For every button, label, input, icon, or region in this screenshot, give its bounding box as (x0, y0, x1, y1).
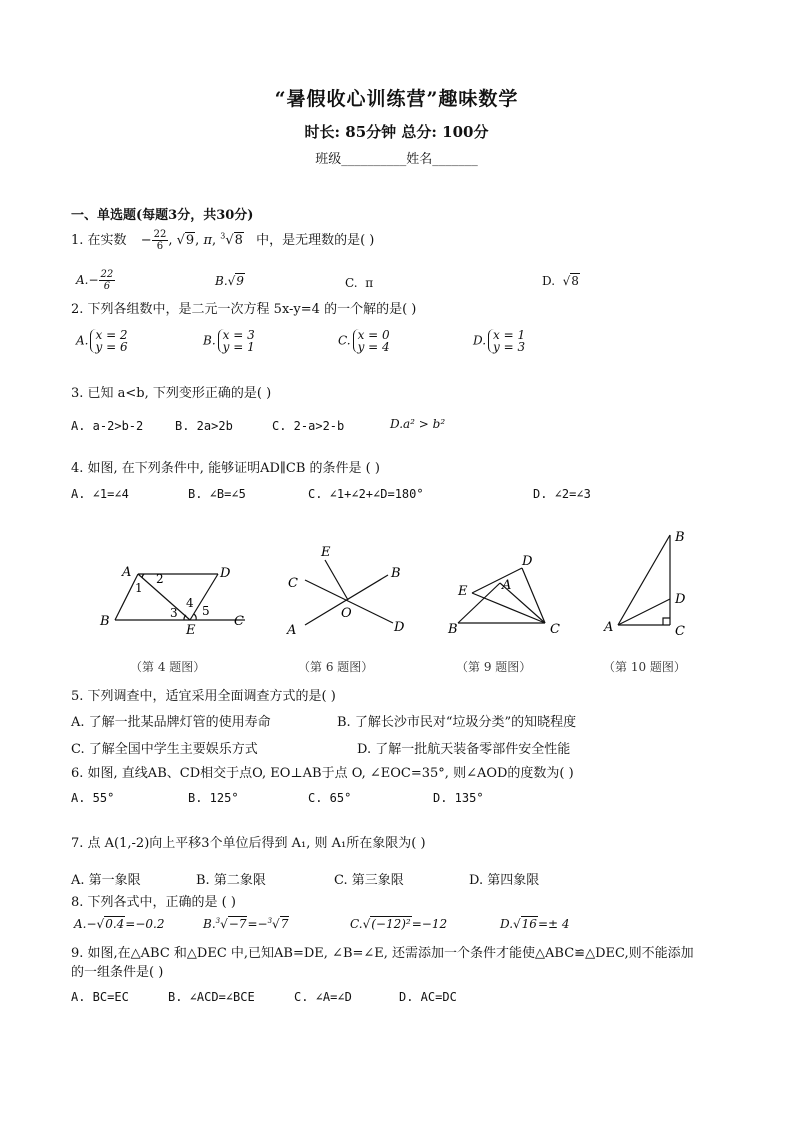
fig6-label-E: E (321, 545, 331, 560)
q1-option-d: D. √8 (542, 274, 579, 288)
fig4-angle-5: 5 (202, 604, 210, 618)
page-title: “暑假收心训练营”趣味数学 (274, 88, 519, 110)
q8-option-b: B.$^3$√−7=−$^3$√7 (203, 917, 289, 931)
q7-option-b: B. 第二象限 (196, 873, 266, 888)
fig4-label-E: E (186, 623, 196, 638)
q2-option-d: D. x = 1 y = 3 (473, 328, 526, 354)
q4-option-b: B. ∠B=∠5 (188, 487, 246, 501)
q3-option-c: C. 2-a>2-b (272, 419, 345, 433)
q6-option-d: D. 135° (433, 791, 484, 805)
q2-stem: 2. 下列各组数中，是二元一次方程 5x-y=4 的一个解的是( ) (71, 302, 417, 317)
fig4-angle-1: 1 (135, 581, 143, 595)
q2-option-b: B. x = 3 y = 1 (203, 328, 255, 354)
fig4-angle-3: 3 (170, 606, 178, 620)
q2-option-c: C. x = 0 y = 4 (338, 328, 390, 354)
q8-option-d: D.√16=± 4 (500, 917, 570, 931)
q1-fraction: $\frac{22}{6}$ (153, 229, 167, 252)
q9-stem-line2: 的一组条件是( ) (71, 965, 164, 980)
fig6-label-C: C (288, 576, 298, 591)
q9-option-b: B. ∠ACD=∠BCE (168, 990, 255, 1004)
fig10-label-A: A (604, 620, 614, 635)
q3-option-a: A. a-2>b-2 (71, 419, 144, 433)
fig6-label-D: D (394, 620, 405, 635)
q5-option-b: B. 了解长沙市民对“垃圾分类”的知晓程度 (337, 715, 577, 730)
q4-option-a: A. ∠1=∠4 (71, 487, 129, 501)
fig10-label-C: C (675, 624, 685, 639)
fig10-caption: （第 10 题图） (603, 660, 686, 674)
student-info-line (0, 148, 793, 167)
q1-stem: 1. 在实数 − $\frac{22}{6}$ , √9, π, $^3$√8 中，是无理数的是( ) (71, 229, 375, 252)
fig4-angle-2: 2 (156, 572, 164, 586)
q5-option-c: C. 了解全国中学生主要娱乐方式 (71, 742, 258, 757)
q6-stem: 6. 如图, 直线AB、CD相交于点O, EO⊥AB于点 O, ∠EOC=35°, 则∠AOD的度数为( ) (71, 766, 574, 781)
q8-option-c: C.√(−12)²=−12 (350, 917, 448, 931)
q2-option-a: A. x = 2 y = 6 (76, 328, 128, 354)
q5-option-d: D. 了解一批航天装备零部件安全性能 (357, 742, 571, 757)
fig9-label-D: D (522, 554, 533, 569)
q6-option-b: B. 125° (188, 791, 239, 805)
figures-row (60, 525, 740, 680)
q5-stem: 5. 下列调查中，适宜采用全面调查方式的是( ) (71, 689, 336, 704)
q8-option-a: A.−√0.4=−0.2 (74, 917, 165, 931)
q7-stem: 7. 点 A(1,-2)向上平移3个单位后得到 A₁, 则 A₁所在象限为( ) (71, 836, 426, 851)
q4-stem: 4. 如图, 在下列条件中, 能够证明AD∥CB 的条件是 ( ) (71, 461, 380, 476)
q3-option-b: B. 2a>2b (175, 419, 233, 433)
fig4-label-B: B (100, 614, 110, 629)
fig6-caption: （第 6 题图） (298, 660, 374, 674)
q1-option-b: B.√9 (215, 274, 244, 288)
q3-stem: 3. 已知 a<b, 下列变形正确的是( ) (71, 386, 272, 401)
q9-option-d: D. AC=DC (399, 990, 457, 1004)
q6-option-a: A. 55° (71, 791, 115, 805)
q9-option-c: C. ∠A=∠D (294, 990, 352, 1004)
class-label: 班级 (315, 152, 342, 167)
figure-q9 (458, 568, 545, 623)
fig9-label-E: E (458, 584, 468, 599)
q6-option-c: C. 65° (308, 791, 352, 805)
figure-q10 (618, 535, 670, 625)
q8-stem: 8. 下列各式中，正确的是 ( ) (71, 895, 236, 910)
q4-option-d: D. ∠2=∠3 (533, 487, 591, 501)
name-label: 姓名 (406, 152, 433, 167)
fig6-label-A: A (287, 623, 297, 638)
fig4-label-A: A (122, 565, 132, 580)
q7-option-a: A. 第一象限 (71, 873, 141, 888)
fig6-label-O: O (341, 606, 352, 621)
q3-option-d: D.a² > b² (390, 417, 446, 431)
fig10-label-B: B (675, 530, 685, 545)
fig9-caption: （第 9 题图） (456, 660, 532, 674)
section-heading: 一、单选题(每题3分，共30分) (71, 208, 254, 223)
name-blank: _______ (432, 152, 478, 167)
fig4-caption: （第 4 题图） (130, 660, 206, 674)
q1-option-a: A.− $\frac{22}{6}$ (76, 269, 114, 292)
fig4-angle-4: 4 (186, 596, 194, 610)
fig9-label-A: A (502, 578, 512, 593)
class-blank: __________ (341, 152, 407, 167)
fig4-label-C: C (234, 614, 244, 629)
q7-option-c: C. 第三象限 (334, 873, 404, 888)
q5-option-a: A. 了解一批某品牌灯管的使用寿命 (71, 715, 271, 730)
q9-stem-line1: 9. 如图,在△ABC 和△DEC 中,已知AB=DE, ∠B=∠E, 还需添加一个条件才能使△ABC≌△DEC,则不能添加 (71, 946, 694, 961)
q9-option-a: A. BC=EC (71, 990, 129, 1004)
q7-option-d: D. 第四象限 (469, 873, 540, 888)
fig4-label-D: D (220, 566, 231, 581)
fig9-label-C: C (550, 622, 560, 637)
fig6-label-B: B (391, 566, 401, 581)
fig10-label-D: D (675, 592, 686, 607)
q4-option-c: C. ∠1+∠2+∠D=180° (308, 487, 424, 501)
q1-option-c: C. π (345, 276, 374, 290)
exam-meta: 时长: 85分钟 总分: 100分 (304, 123, 489, 141)
fig9-label-B: B (448, 622, 458, 637)
